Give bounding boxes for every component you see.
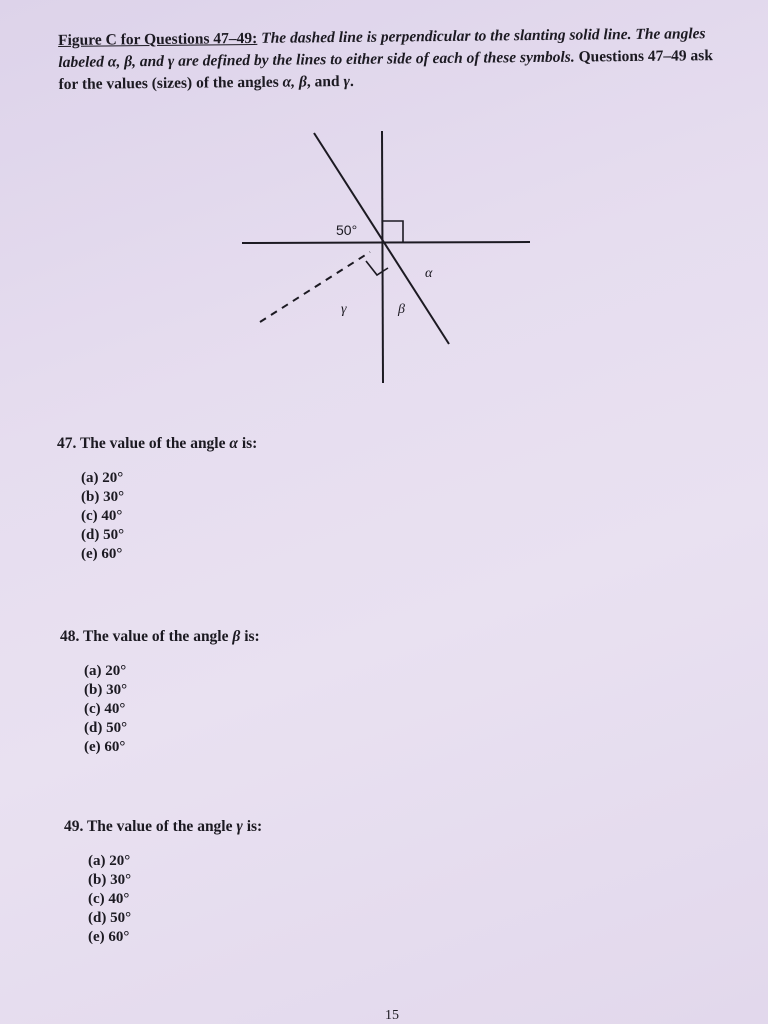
dashed-perpendicular-line: [260, 252, 370, 322]
angle-diagram: [230, 125, 540, 390]
angle-label-50: 50°: [336, 222, 358, 238]
question-48: [60, 628, 260, 757]
choice-d: (d) 50°: [81, 527, 125, 543]
choice-b: (b) 30°: [81, 489, 125, 505]
question-47: [57, 435, 257, 564]
choice-a: (a) 20°: [84, 663, 127, 679]
choice-c: (c) 40°: [81, 508, 123, 524]
caption-symbol-beta: β,: [124, 53, 137, 71]
caption-end-period: .: [349, 72, 354, 90]
caption-sentence-2: are defined by the lines to either side of each of these symbols.: [174, 48, 575, 70]
prompt-end: is:: [242, 818, 263, 835]
choice-d: (d) 50°: [84, 720, 128, 736]
label-alpha: α: [425, 266, 433, 281]
choice-b: (b) 30°: [84, 682, 128, 698]
choice-a: (a) 20°: [81, 470, 124, 486]
caption-sentence-3: Questions 47–49 ask for the values (sizes) of the angles: [58, 47, 714, 93]
question-prompt: [60, 628, 260, 646]
caption-end-gamma: γ: [343, 72, 351, 91]
horizontal-line: [242, 242, 530, 243]
choice-a: (a) 20°: [88, 853, 131, 869]
choice-e: (e) 60°: [84, 739, 126, 755]
caption-end-and: , and: [306, 73, 344, 91]
choice-e: (e) 60°: [81, 546, 123, 562]
question-49: [64, 818, 262, 947]
choice-c: (c) 40°: [88, 891, 130, 907]
prompt-text: 47. The value of the angle: [57, 435, 230, 452]
caption-sentence-1: The dashed line is perpendicular to the slanting solid line. The angles labeled: [58, 25, 706, 71]
caption-and: and: [135, 52, 168, 71]
choice-list: [88, 852, 262, 947]
prompt-symbol: α: [229, 435, 238, 452]
right-angle-marker-top: [382, 221, 403, 242]
question-prompt: [57, 435, 257, 453]
prompt-symbol: β: [232, 628, 241, 645]
figure-caption: [58, 23, 727, 96]
choice-list: [81, 469, 257, 564]
caption-end-alpha: α,: [282, 73, 299, 91]
prompt-end: is:: [240, 628, 260, 645]
question-prompt: [64, 818, 262, 836]
prompt-symbol: γ: [236, 818, 243, 835]
angle-figure: [230, 125, 540, 390]
caption-symbol-gamma: γ: [167, 52, 175, 70]
choice-list: [84, 662, 260, 757]
caption-end-beta: β: [298, 73, 307, 91]
page-number: 15: [385, 1008, 399, 1023]
prompt-end: is:: [237, 435, 258, 452]
vertical-line: [382, 131, 383, 383]
caption-symbol-alpha: α,: [107, 53, 125, 71]
prompt-text: 49. The value of the angle: [64, 818, 237, 835]
choice-c: (c) 40°: [84, 701, 126, 717]
label-gamma: γ: [341, 302, 347, 317]
prompt-text: 48. The value of the angle: [60, 628, 233, 645]
label-beta: β: [398, 302, 405, 317]
choice-e: (e) 60°: [88, 929, 130, 945]
choice-d: (d) 50°: [88, 910, 132, 926]
right-angle-marker-dashed: [366, 261, 388, 275]
choice-b: (b) 30°: [88, 872, 132, 888]
caption-lead: Figure C for Questions 47–49:: [58, 29, 258, 49]
